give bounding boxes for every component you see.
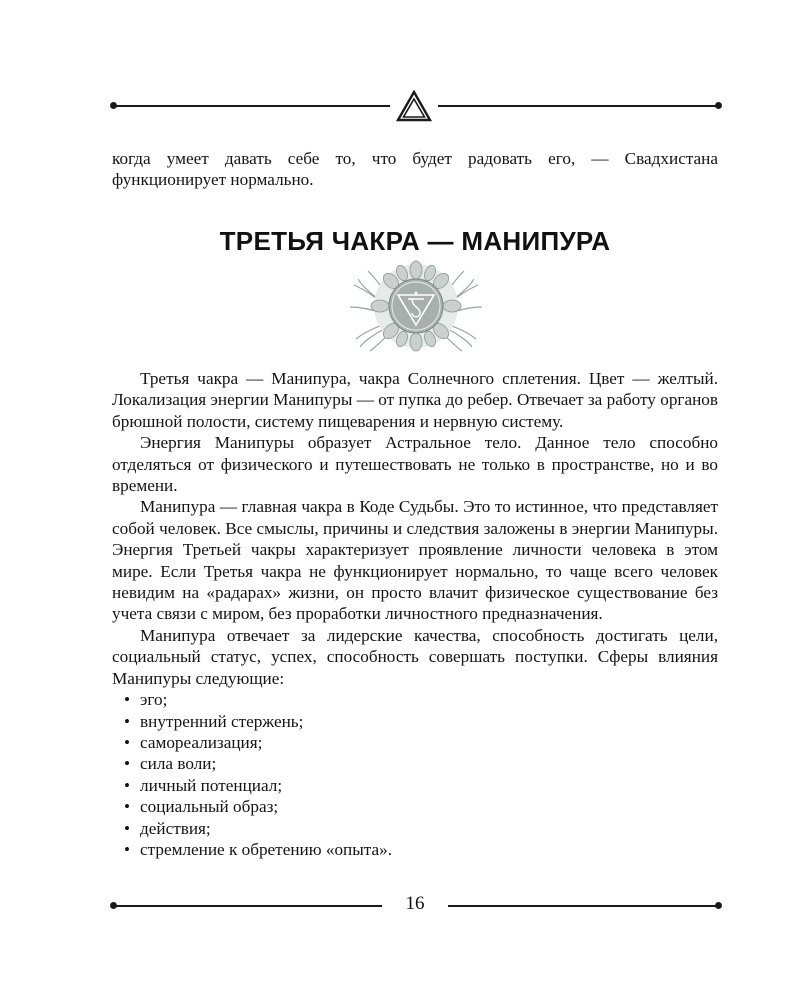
list-item: • личный потенциал; bbox=[112, 775, 718, 796]
footer-rule-right-dot bbox=[715, 902, 722, 909]
paragraph-destiny-code: Манипура — главная чакра в Коде Судьбы. Это то истинное, что представляет собой человек. Все смыслы, причины и следствия заложены в энергии Манипуры. Энергия Третьей чакры характеризует проявление личности человека в этом мире. Если Третья чакра не функционирует нормально, то чаще всего человек невидим на «радарах» жизни, он просто влачит физическое существование без учета связи с миром, без проработки личностного предназначения. bbox=[112, 497, 718, 624]
footer-rule-right-line bbox=[448, 905, 718, 907]
spheres-of-influence-list bbox=[112, 689, 718, 860]
list-item: • самореализация; bbox=[112, 732, 718, 753]
continuation-paragraph: когда умеет давать себе то, что будет радовать его, — Свадхистана функционирует нормально. bbox=[112, 149, 718, 190]
top-rule-left-line bbox=[114, 105, 390, 107]
top-rule-right-dot bbox=[715, 102, 722, 109]
paragraph-astral-body: Энергия Манипуры образует Астральное тело. Данное тело способно отделяться от физического и путешествовать не только в пространстве, но и во времени. bbox=[112, 433, 718, 496]
triangle-ornament-icon bbox=[396, 90, 432, 122]
list-item: • эго; bbox=[112, 689, 718, 710]
paragraph-leadership: Манипура отвечает за лидерские качества, способность достигать цели, социальный статус, успех, способность совершать поступки. Сферы влияния Манипуры следующие: bbox=[112, 625, 718, 688]
list-item: • стремление к обретению «опыта». bbox=[112, 839, 718, 860]
list-item: • действия; bbox=[112, 818, 718, 839]
manipura-emblem-icon bbox=[342, 255, 490, 357]
continuation-text-block bbox=[112, 148, 718, 191]
top-rule-right-line bbox=[438, 105, 718, 107]
list-item: • социальный образ; bbox=[112, 796, 718, 817]
chapter-heading: ТРЕТЬЯ ЧАКРА — МАНИПУРА bbox=[219, 226, 611, 256]
footer-rule-left-line bbox=[114, 905, 382, 907]
body-text-block bbox=[112, 368, 718, 860]
list-item: • внутренний стержень; bbox=[112, 711, 718, 732]
list-item: • сила воли; bbox=[112, 753, 718, 774]
paragraph-intro: Третья чакра — Манипура, чакра Солнечного сплетения. Цвет — желтый. Локализация энергии Манипуры — от пупка до ребер. Отвечает за работу органов брюшной полости, систему пищеварения и нервную систему. bbox=[112, 369, 718, 431]
page-number: 16 bbox=[405, 893, 425, 914]
